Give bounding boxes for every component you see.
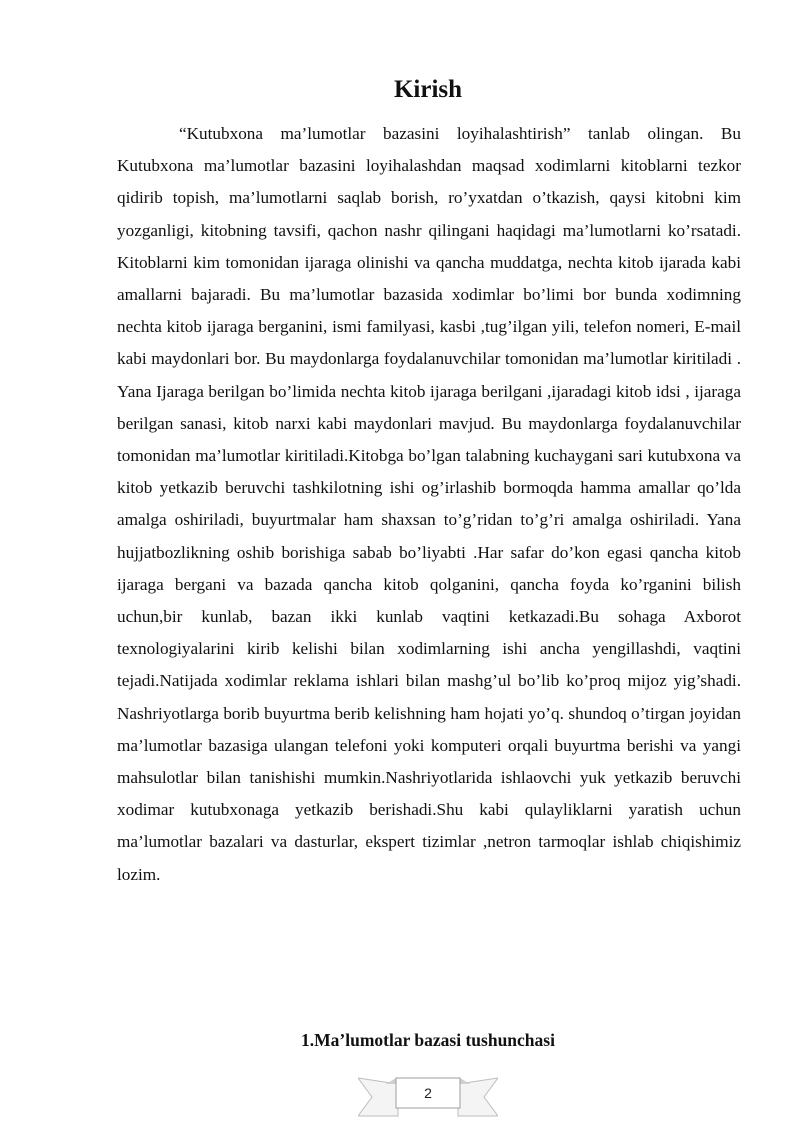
page-title: Kirish xyxy=(393,76,463,103)
intro-paragraph-text: “Kutubxona ma’lumotlar bazasini loyihalashtirish” tanlab olingan. Bu Kutubxona ma’lumotlar bazasini loyihalashdan maqsad xodimlarni kitoblarni tezkor qidirib topish, ma’lumotlarni saqlab borish, ro’yxatdan o’tkazish, qaysi kitobni kim yozganligi, kitobning tavsifi, qachon nashr qilingani haqidagi ma’lumotlarni ko’rsatadi. Kitoblarni kim tomonidan ijaraga olinishi va qancha muddatga, nechta kitob ijarada kabi amallarni bajaradi. Bu ma’lumotlar bazasida xodimlar bo’limi bor bunda xodimning nechta kitob ijaraga berganini, ismi familyasi, kasbi ,tug’ilgan yili, telefon nomeri, E-mail kabi maydonlari bor. Bu maydonlarga foydalanuvchilar tomonidan ma’lumotlar kiritiladi . Yana Ijaraga berilgan bo’limida nechta kitob ijaraga berilgani ,ijaradagi kitob idsi , ijaraga berilgan sanasi, kitob narxi kabi maydonlari mavjud. Bu maydonlarga foydalanuvchilar tomonidan ma’lumotlar kiritiladi.Kitobga bo’lgan talabning kuchaygani sari kutubxona va kitob yetkazib beruvchi tashkilotning ishi og’irlashib bormoqda hamma amallar qo’lda amalga oshiriladi, buyurtmalar ham shaxsan to’g’ridan to’g’ri amalga oshiriladi. Yana hujjatbozlikning oshib borishiga sabab bo’liyabti .Har safar do’kon egasi qancha kitob ijaraga bergani va bazada qancha kitob qolganini, qancha foyda ko’rganini bilish uchun,bir kunlab, bazan ikki kunlab vaqtini ketkazadi.Bu sohaga Axborot texnologiyalarini kirib kelishi bilan xodimlarning ishi ancha yengillashdi, vaqtini tejadi.Natijada xodimlar reklama ishlari bilan mashg’ul bo’lib ko’proq mijoz yig’shadi. Nashriyotlarga borib buyurtma berib kelishning ham hojati yo’q. shundoq o’tirgan joyidan ma’lumotlar bazasiga ulangan telefoni yoki komputeri orqali buyurtma berishi va yangi mahsulotlar bilan tanishishi mumkin.Nashriyotlarida ishlaovchi yuk yetkazib beruvchi xodimar kutubxonaga yetkazib berishadi.Shu kabi qulayliklarni yaratish uchun ma’lumotlar bazalari va dasturlar, ekspert tizimlar ,netron tarmoqlar ishlab chiqishimiz lozim. xyxy=(117,124,741,884)
section-heading: 1.Ma’lumotlar bazasi tushunchasi xyxy=(301,1030,555,1050)
page-number: 2 xyxy=(424,1085,432,1101)
intro-paragraph xyxy=(117,118,741,891)
